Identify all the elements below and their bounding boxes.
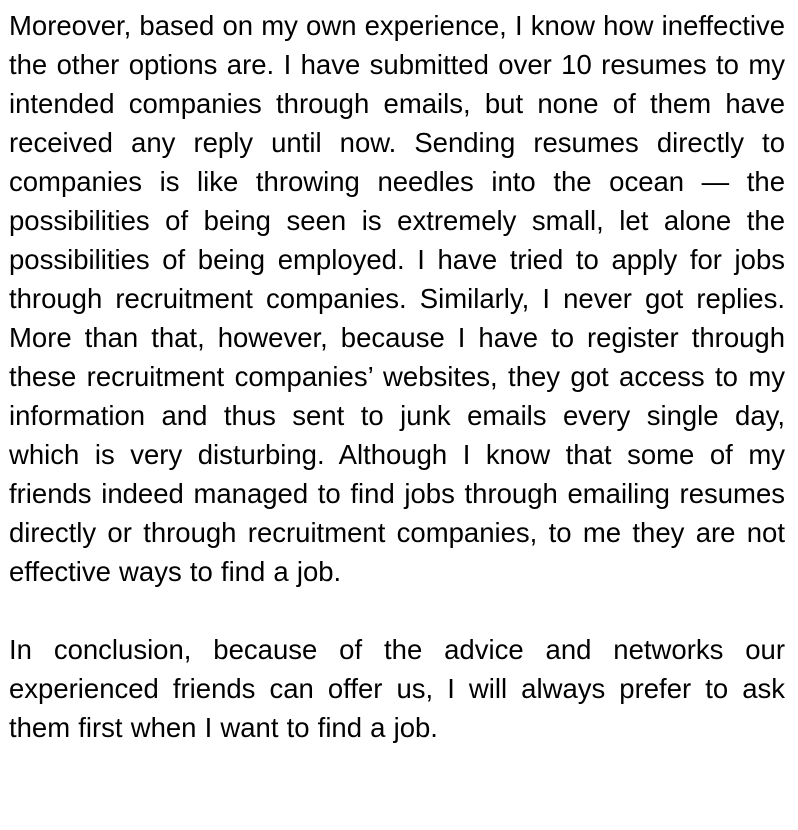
paragraph-conclusion: In conclusion, because of the advice and networks our experienced friends can offer us, I will always prefer to ask them first when I want to find a job.	[9, 634, 785, 743]
paragraph-experience: Moreover, based on my own experience, I know how ineffective the other options are. I have submitted over 10 resumes to my intended companies through emails, but none of them have received any reply until now. Sending resumes directly to companies is like throwing needles into the ocean — the possibilities of being seen is extremely small, let alone the possibilities of being employed. I have tried to apply for jobs through recruitment companies. Similarly, I never got replies. More than that, however, because I have to register through these recruitment companies’ websites, they got access to my information and thus sent to junk emails every single day, which is very disturbing. Although I know that some of my friends indeed managed to find jobs through emailing resumes directly or through recruitment companies, to me they are not effective ways to find a job.	[9, 10, 785, 587]
document-body	[9, 6, 785, 747]
